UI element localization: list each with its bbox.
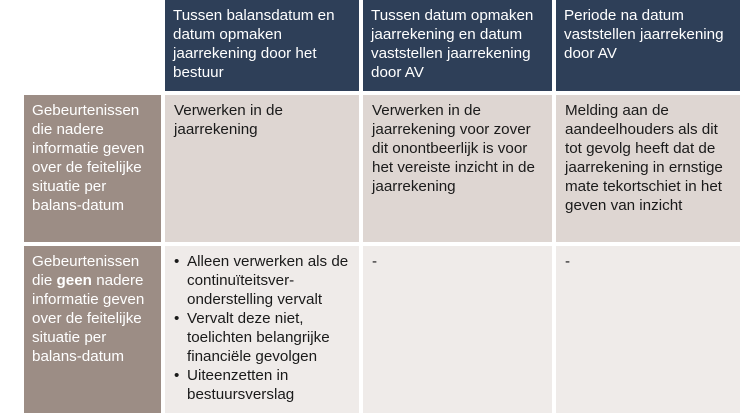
header-cell-period-3 xyxy=(556,0,740,91)
header-label: Tussen datum opmaken jaarrekening en datum vaststellen jaarrekening door AV xyxy=(371,7,534,81)
cell-row2-col2 xyxy=(363,246,552,413)
row-header-label-pre: Gebeurtenissen die xyxy=(32,253,140,289)
cell-row1-col3 xyxy=(556,95,740,242)
bullet-list xyxy=(174,252,351,404)
header-label: Periode na datum vaststellen jaarrekening door AV xyxy=(564,7,724,62)
header-label: Tussen balansdatum en datum opmaken jaarrekening door het bestuur xyxy=(173,7,335,81)
cell-text: Melding aan de aandeelhouders als dit tot gevolg heeft dat de jaarrekening in ernstige mate tekortschiet in het geven van inzicht xyxy=(565,102,723,214)
cell-row1-col2 xyxy=(363,95,552,242)
row-header-non-adjusting-events xyxy=(24,246,161,413)
list-item: • Uiteenzetten in bestuursverslag xyxy=(174,366,351,404)
list-item: • Vervalt deze niet, toelichten belangrijke financiële gevolgen xyxy=(174,309,351,366)
row-header-label-emphasis: geen xyxy=(56,272,92,289)
cell-text: - xyxy=(565,253,571,270)
cell-text: - xyxy=(372,253,378,270)
cell-row2-col1 xyxy=(165,246,359,413)
header-cell-period-1 xyxy=(165,0,359,91)
row-header-label-post: nadere informatie geven over de feitelijke situatie per balans-datum xyxy=(32,272,145,365)
cell-text: Verwerken in de jaarrekening voor zover dit onontbeerlijk is voor het vereiste inzicht in de jaarrekening xyxy=(372,102,535,195)
cell-row2-col3 xyxy=(556,246,740,413)
row-header-label: Gebeurtenissen die nadere informatie geven over de feitelijke situatie per balans-datum xyxy=(32,102,145,214)
row-header-adjusting-events xyxy=(24,95,161,242)
cell-row1-col1 xyxy=(165,95,359,242)
cell-text: Verwerken in de jaarrekening xyxy=(174,102,283,138)
list-item: • Alleen verwerken als de continuïteitsver-onderstelling vervalt xyxy=(174,252,351,309)
header-cell-period-2 xyxy=(363,0,552,91)
